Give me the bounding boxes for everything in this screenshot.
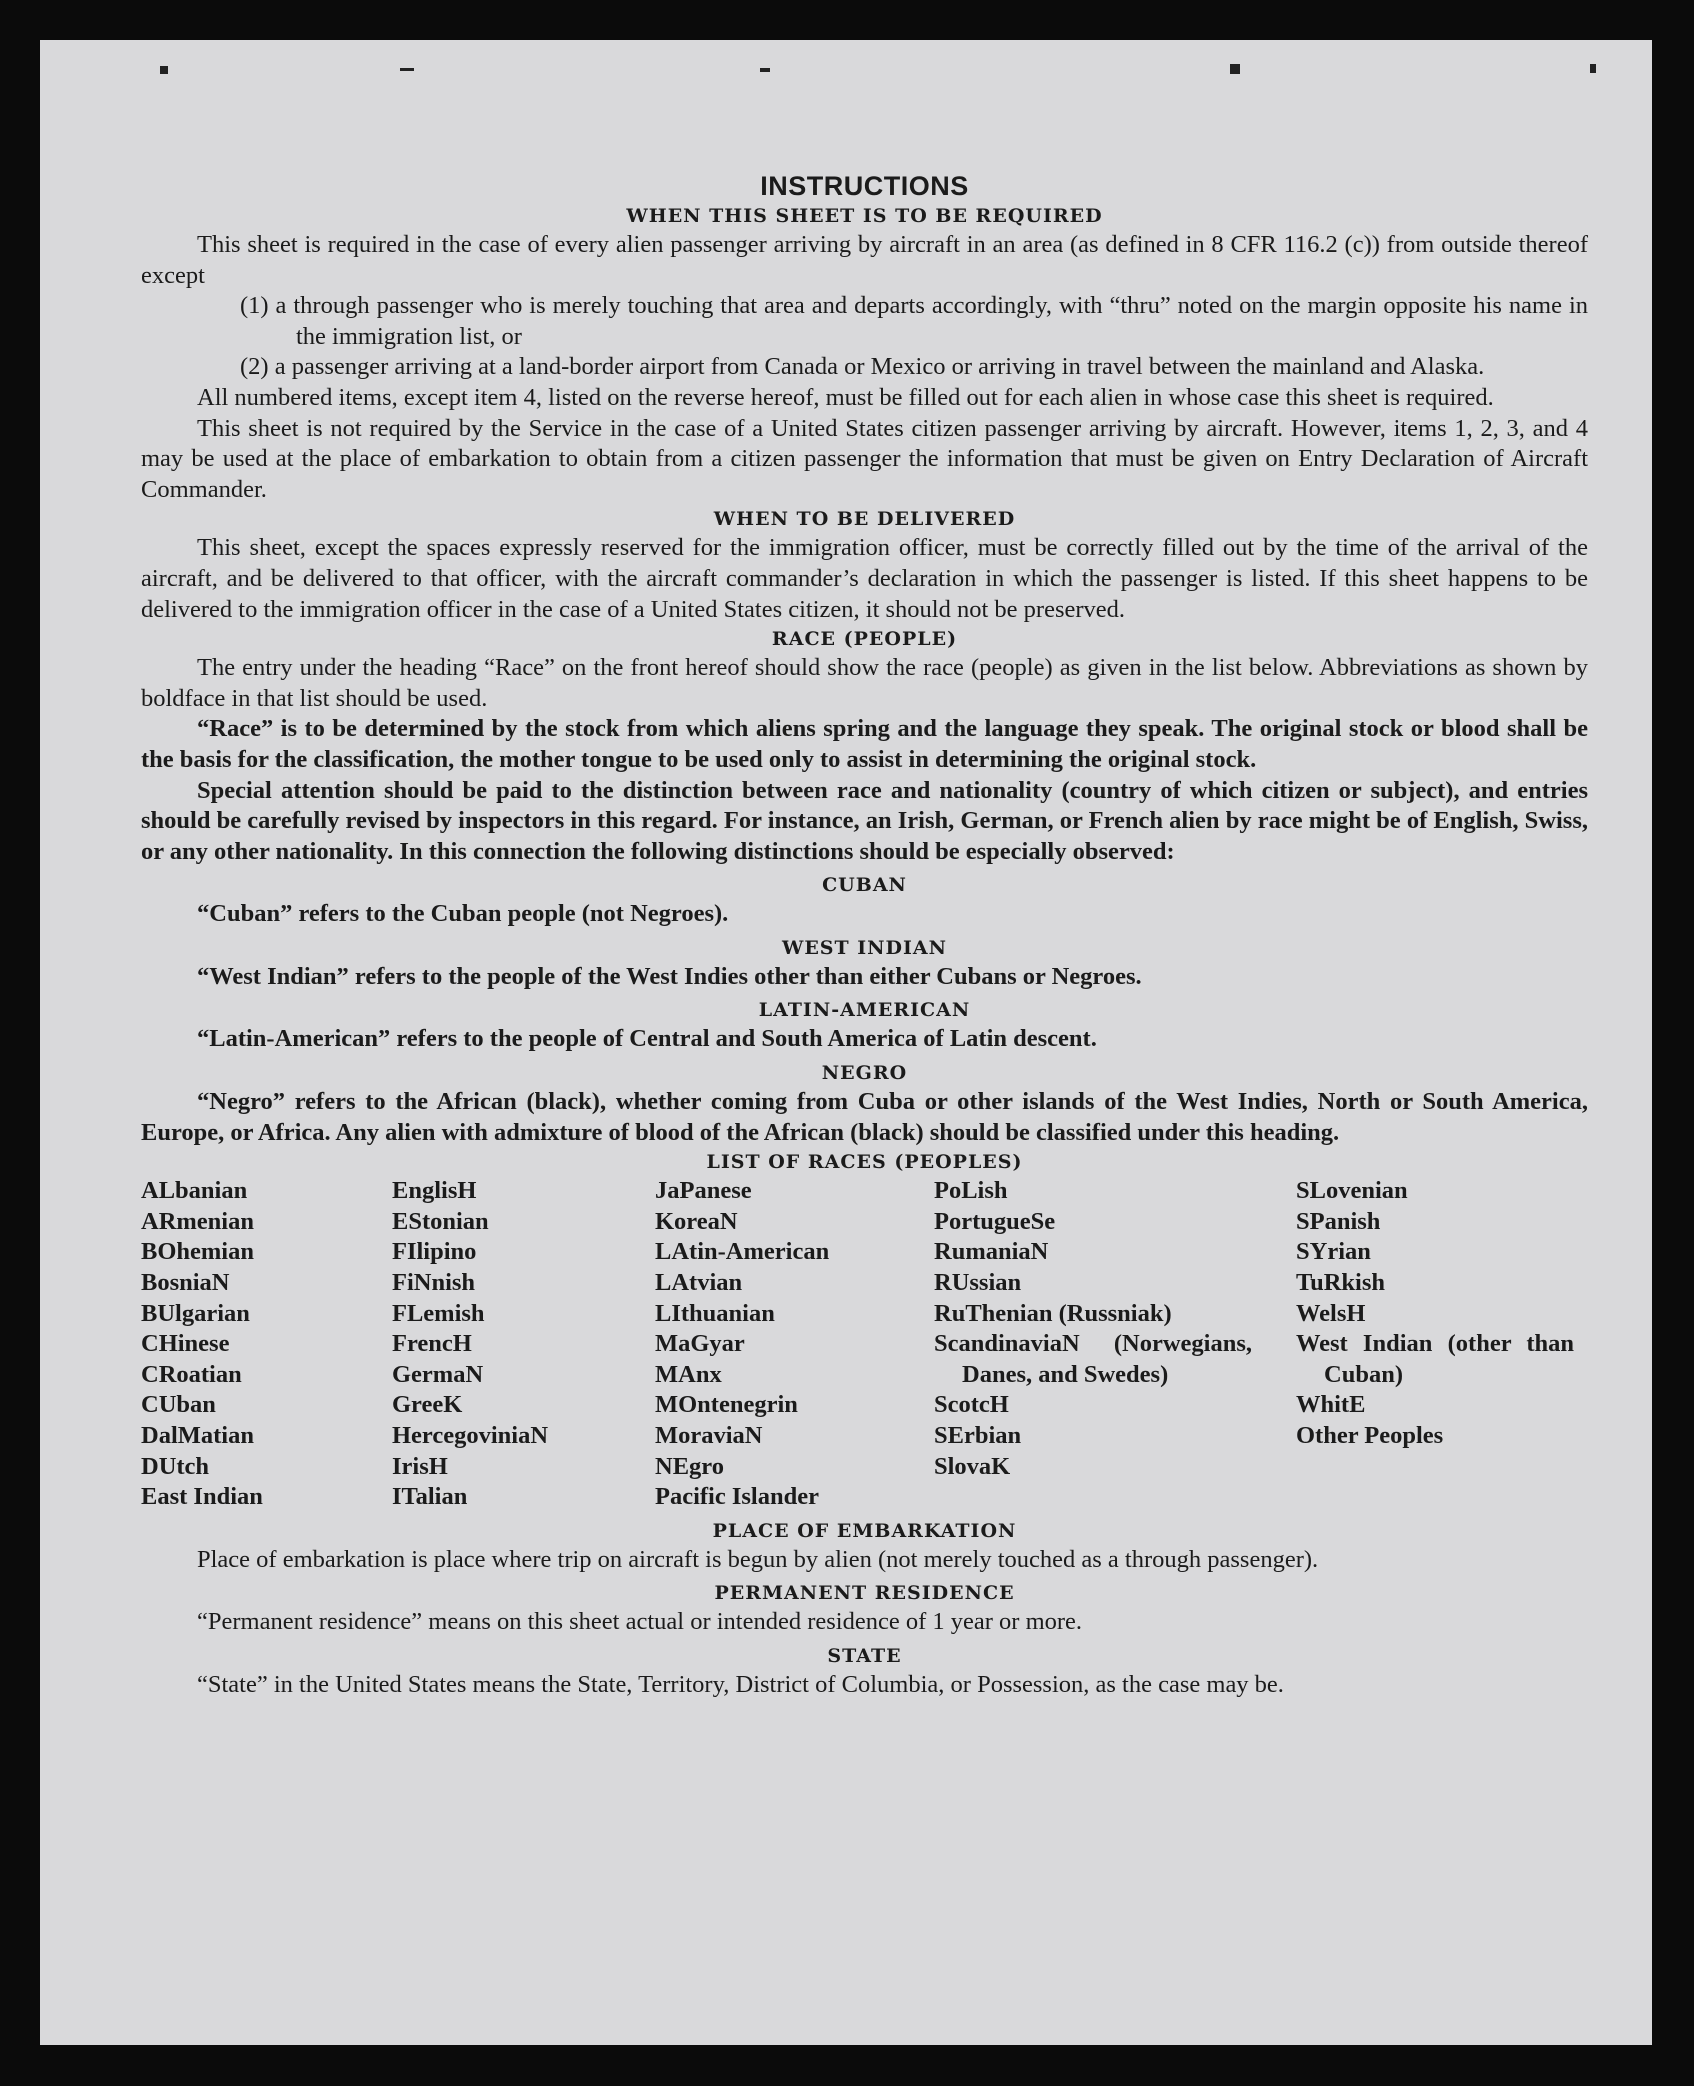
race-entry: FIlipino	[392, 1238, 477, 1266]
race-entry: ScandinaviaN (Norwegians, Danes, and Swedes)	[934, 1330, 1252, 1388]
when-required-para3: This sheet is not required by the Service in the case of a United States citizen passenger arriving by aircraft. However, items 1, 2, 3, and 4 may be used at the place of embarkation to obtain from a citizen passenger the information that must be given on Entry Declaration of Aircraft Commander.	[141, 414, 1588, 503]
race-entry: RumaniaN	[934, 1238, 1049, 1266]
heading-when-required: WHEN THIS SHEET IS TO BE REQUIRED	[626, 205, 1103, 227]
cuban-definition: “Cuban” refers to the Cuban people (not Negroes).	[197, 900, 729, 928]
race-entry: CHinese	[141, 1330, 230, 1358]
heading-negro: NEGRO	[821, 1062, 908, 1085]
race-entry: CRoatian	[141, 1360, 242, 1388]
race-entry: FrencH	[392, 1330, 472, 1358]
race-entry: RuThenian (Russniak)	[934, 1299, 1172, 1327]
when-delivered-text: This sheet, except the spaces expressly reserved for the immigration officer, must be correctly filled out by the time of the arrival of the aircraft, and be delivered to that officer, with the aircraft commander’s declaration in which the passenger is listed. If this sheet happens to be delivered to the immigration officer in the case of a United States citizen, it should not be preserved.	[141, 534, 1588, 623]
heading-latin-american: LATIN-AMERICAN	[758, 999, 971, 1022]
race-column	[392, 1176, 655, 1513]
race-entry: BOhemian	[141, 1238, 254, 1266]
heading-race: RACE (PEOPLE)	[771, 628, 958, 651]
heading-state: STATE	[827, 1644, 902, 1667]
race-entry: DUtch	[141, 1452, 210, 1480]
race-entry: Other Peoples	[1296, 1422, 1444, 1449]
latin-american-definition: “Latin-American” refers to the people of Central and South America of Latin descent.	[197, 1025, 1097, 1053]
race-column	[934, 1176, 1296, 1513]
race-entry: LAtin-American	[655, 1238, 830, 1266]
document-page	[40, 40, 1652, 2045]
race-column	[655, 1176, 934, 1513]
heading-when-delivered: WHEN TO BE DELIVERED	[713, 508, 1016, 531]
race-entry: RUssian	[934, 1269, 1022, 1297]
race-entry: EStonian	[392, 1207, 489, 1235]
west-indian-definition: “West Indian” refers to the people of the West Indies other than either Cubans or Negroes.	[197, 962, 1142, 990]
race-entry: SlovaK	[934, 1452, 1011, 1480]
race-entry: LAtvian	[655, 1269, 743, 1297]
heading-cuban: CUBAN	[822, 874, 907, 897]
when-required-para2: All numbered items, except item 4, listed on the reverse hereof, must be filled out for each alien in whose case this sheet is required.	[197, 383, 1494, 411]
race-entry: NEgro	[655, 1452, 724, 1480]
instructions-content	[141, 134, 1588, 1701]
race-entry: LIthuanian	[655, 1299, 775, 1327]
heading-residence: PERMANENT RESIDENCE	[714, 1582, 1015, 1605]
race-entry: CUban	[141, 1391, 216, 1419]
heading-west-indian: WEST INDIAN	[781, 936, 948, 959]
race-entry: SLovenian	[1296, 1177, 1408, 1205]
race-para2: “Race” is to be determined by the stock from which aliens spring and the language they speak. The original stock or blood shall be the basis for the classification, the mother tongue to be used only to assist in determining the original stock.	[141, 715, 1588, 773]
race-entry: SErbian	[934, 1422, 1022, 1449]
race-entry: PortugueSe	[934, 1207, 1056, 1235]
race-entry: ITalian	[392, 1483, 468, 1511]
race-entry: WhitE	[1296, 1391, 1366, 1419]
race-entry: MaGyar	[655, 1330, 745, 1358]
race-entry: ScotcH	[934, 1391, 1009, 1419]
race-entry: MoraviaN	[655, 1422, 763, 1449]
race-entry: KoreaN	[655, 1207, 738, 1235]
race-entry: PoLish	[934, 1177, 1008, 1205]
top-edge-marks	[40, 58, 1652, 98]
race-entry: BUlgarian	[141, 1299, 250, 1327]
race-entry: JaPanese	[655, 1177, 752, 1205]
negro-definition: “Negro” refers to the African (black), whether coming from Cuba or other islands of the West Indies, North or South America, Europe, or Africa. Any alien with admixture of blood of the African (black) should be classified under this heading.	[141, 1088, 1588, 1146]
race-entry: FiNnish	[392, 1269, 476, 1297]
heading-embarkation: PLACE OF EMBARKATION	[712, 1519, 1017, 1542]
page-title: INSTRUCTIONS	[760, 171, 969, 201]
race-para1: The entry under the heading “Race” on the front hereof should show the race (people) as given in the list below. Abbreviations as shown by boldface in that list should be used.	[141, 654, 1588, 712]
when-required-intro: This sheet is required in the case of every alien passenger arriving by aircraft in an area (as defined in 8 CFR 116.2 (c)) from outside thereof except	[141, 231, 1588, 289]
exception-item: (1) a through passenger who is merely touching that area and departs accordingly, with “thru” noted on the margin opposite his name in the immigration list, or	[240, 292, 1588, 350]
race-entry: EnglisH	[392, 1177, 477, 1205]
race-entry: West Indian (other than Cuban)	[1296, 1330, 1574, 1388]
race-entry: ARmenian	[141, 1207, 254, 1235]
race-entry: MAnx	[655, 1360, 722, 1388]
race-entry: WelsH	[1296, 1299, 1366, 1327]
race-para3: Special attention should be paid to the distinction between race and nationality (country of which citizen or subject), and entries should be carefully revised by inspectors in this regard. For instance, an Irish, German, or French alien by race might be of English, Swiss, or any other nationality. In this connection the following distinctions should be especially observed:	[141, 776, 1588, 865]
race-entry: Pacific Islander	[655, 1483, 819, 1511]
state-text: “State” in the United States means the State, Territory, District of Columbia, or Possession, as the case may be.	[197, 1670, 1284, 1698]
race-entry: MOntenegrin	[655, 1391, 798, 1419]
race-entry: DalMatian	[141, 1422, 254, 1449]
race-entry: HercegoviniaN	[392, 1422, 549, 1449]
race-entry: TuRkish	[1296, 1269, 1386, 1297]
race-entry: IrisH	[392, 1452, 448, 1480]
embarkation-text: Place of embarkation is place where trip on aircraft is begun by alien (not merely touched as a through passenger).	[197, 1545, 1319, 1573]
race-entry: SPanish	[1296, 1207, 1381, 1235]
residence-text: “Permanent residence” means on this sheet actual or intended residence of 1 year or more.	[197, 1608, 1083, 1636]
race-entry: SYrian	[1296, 1238, 1371, 1266]
race-entry: East Indian	[141, 1483, 263, 1511]
race-column	[141, 1176, 392, 1513]
race-column	[1296, 1176, 1574, 1513]
race-entry: GreeK	[392, 1391, 463, 1419]
heading-list-of-races: LIST OF RACES (PEOPLES)	[706, 1151, 1023, 1174]
race-entry: BosniaN	[141, 1269, 230, 1297]
race-entry: ALbanian	[141, 1177, 248, 1205]
race-entry: GermaN	[392, 1360, 484, 1388]
race-list	[141, 1176, 1588, 1513]
race-entry: FLemish	[392, 1299, 485, 1327]
exception-item: (2) a passenger arriving at a land-border airport from Canada or Mexico or arriving in travel between the mainland and Alaska.	[240, 353, 1485, 381]
